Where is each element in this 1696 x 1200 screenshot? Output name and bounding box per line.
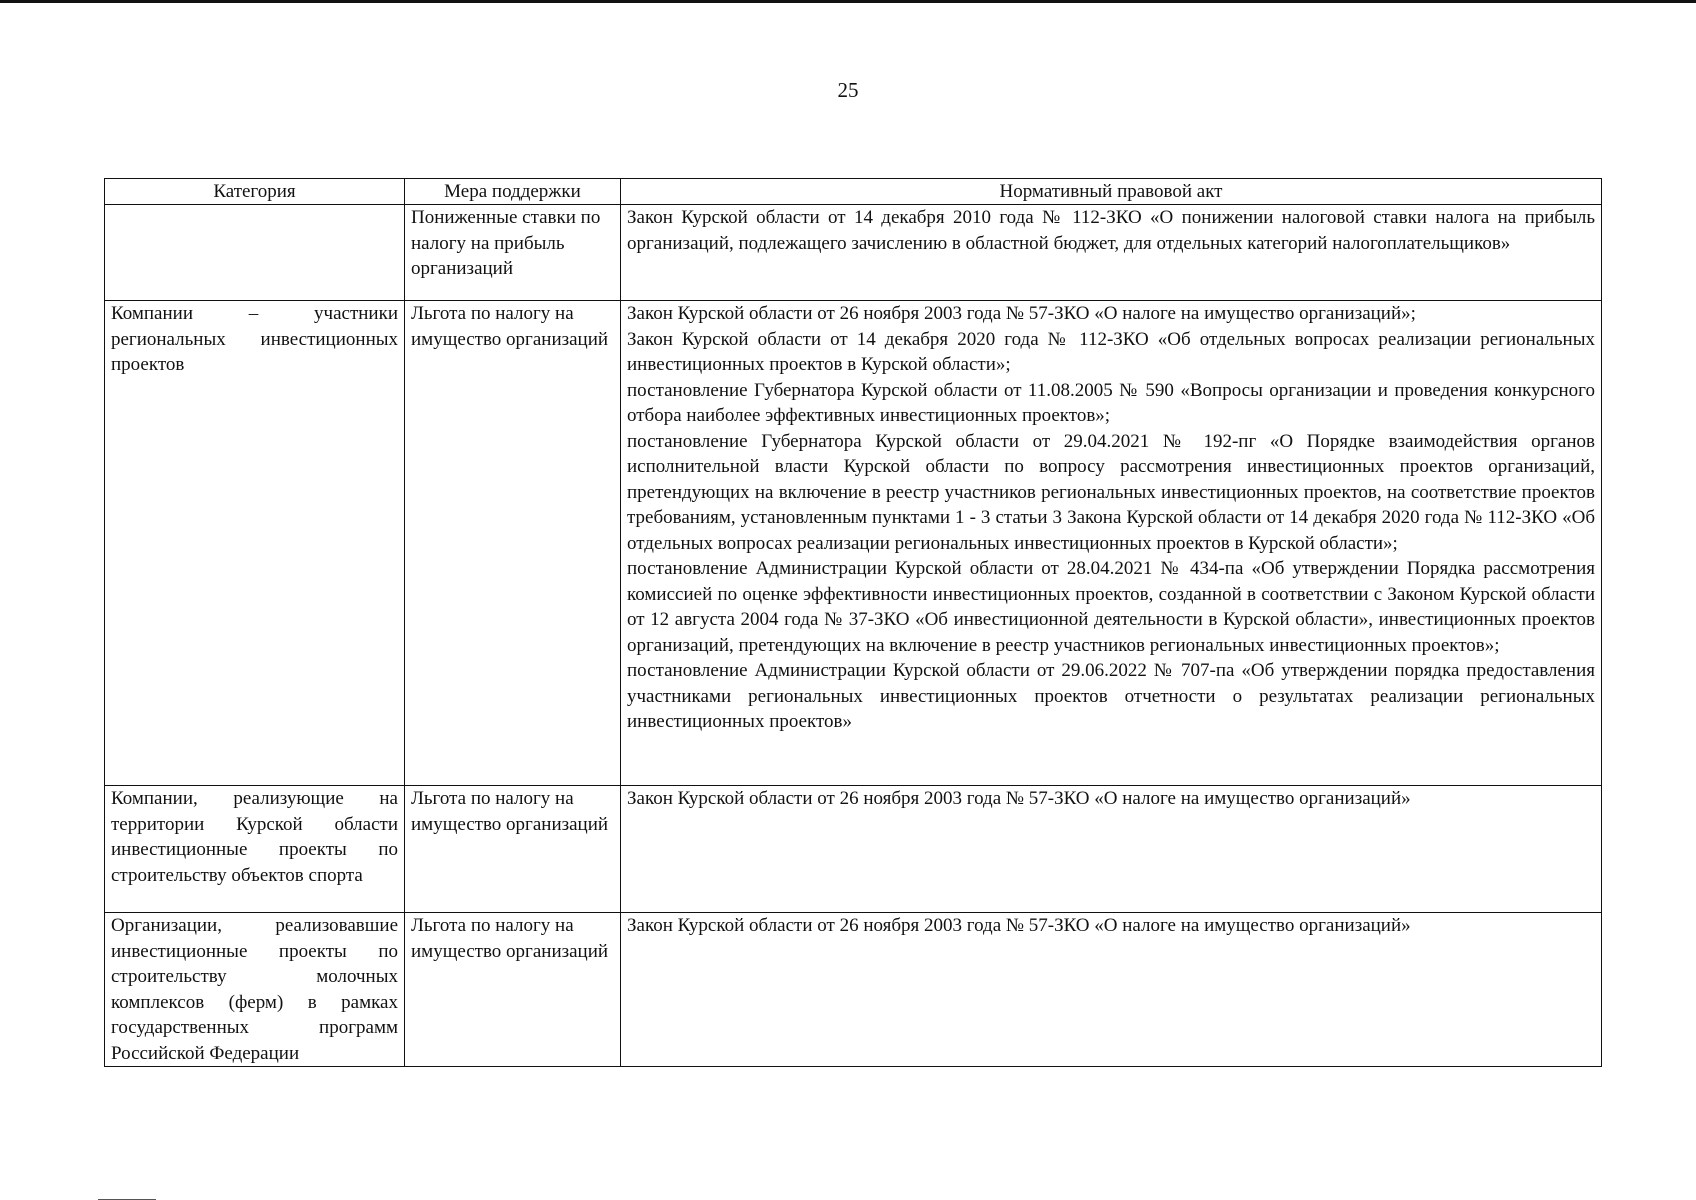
category-cell: Организации, реализовавшие инвестиционные проекты по строительству молочных комплексов (ферм) в рамках государственных программ Российской Федерации [105, 913, 405, 1067]
header-act: Нормативный правовой акт [621, 179, 1602, 205]
act-cell [621, 301, 1602, 786]
act-paragraph: Закон Курской области от 26 ноября 2003 года № 57-ЗКО «О налоге на имущество организаций» [627, 788, 1411, 809]
act-cell [621, 786, 1602, 913]
measure-cell: Льгота по налогу на имущество организаций [405, 913, 621, 1067]
table-row [105, 205, 1602, 301]
act-cell [621, 205, 1602, 301]
act-paragraph: Закон Курской области от 26 ноября 2003 года № 57-ЗКО «О налоге на имущество организаций»; [627, 303, 1416, 324]
table-header-row [105, 179, 1602, 205]
category-cell: Компании, реализующие на территории Курской области инвестиционные проекты по строительству объектов спорта [105, 786, 405, 913]
act-cell [621, 913, 1602, 1067]
header-category: Категория [105, 179, 405, 205]
act-paragraph: постановление Администрации Курской области от 29.06.2022 № 707-па «Об утверждении порядка предоставления участниками региональных инвестиционных проектов отчетности о результатах реализации региональных инвестиционных проектов» [627, 660, 1595, 732]
act-paragraph: постановление Губернатора Курской области от 11.08.2005 № 590 «Вопросы организации и проведения конкурсного отбора наиболее эффективных инвестиционных проектов»; [627, 379, 1595, 426]
act-paragraph: Закон Курской области от 14 декабря 2020 года № 112-ЗКО «Об отдельных вопросах реализации региональных инвестиционных проектов в Курской области»; [627, 328, 1595, 375]
measure-cell: Льгота по налогу на имущество организаций [405, 786, 621, 913]
act-paragraph: постановление Губернатора Курской области от 29.04.2021 № 192-пг «О Порядке взаимодействия органов исполнительной власти Курской области по вопросу рассмотрения инвестиционных проектов организаций, претендующих на включение в реестр участников региональных инвестиционных проектов, на соответствие проектов требованиям, установленным пунктами 1 - 3 статьи 3 Закона Курской области от 14 декабря 2020 года № 112-ЗКО «Об отдельных вопросах реализации региональных инвестиционных проектов в Курской области»; [627, 430, 1595, 554]
measure-cell: Льгота по налогу на имущество организаций [405, 301, 621, 786]
act-paragraph: постановление Администрации Курской области от 28.04.2021 № 434-па «Об утверждении Порядка рассмотрения комиссией по оценке эффективности инвестиционных проектов, созданной в соответствии с Законом Курской области от 12 августа 2004 года № 37-ЗКО «Об инвестиционной деятельности в Курской области», инвестиционных проектов организаций, претендующих на включение в реестр участников региональных инвестиционных проектов»; [627, 558, 1595, 656]
act-paragraph: Закон Курской области от 26 ноября 2003 года № 57-ЗКО «О налоге на имущество организаций» [627, 915, 1411, 936]
measure-cell: Пониженные ставки по налогу на прибыль организаций [405, 205, 621, 301]
table-row [105, 913, 1602, 1067]
category-cell [105, 205, 405, 301]
category-cell: Компании – участники региональных инвестиционных проектов [105, 301, 405, 786]
support-measures-table [104, 178, 1602, 1067]
table-row [105, 786, 1602, 913]
page-number: 25 [837, 78, 859, 102]
act-paragraph: Закон Курской области от 14 декабря 2010 года № 112-ЗКО «О понижении налоговой ставки налога на прибыль организаций, подлежащего зачислению в областной бюджет, для отдельных категорий налогоплательщиков» [627, 207, 1595, 254]
header-measure: Мера поддержки [405, 179, 621, 205]
table-row [105, 301, 1602, 786]
top-border-line [0, 0, 1696, 3]
